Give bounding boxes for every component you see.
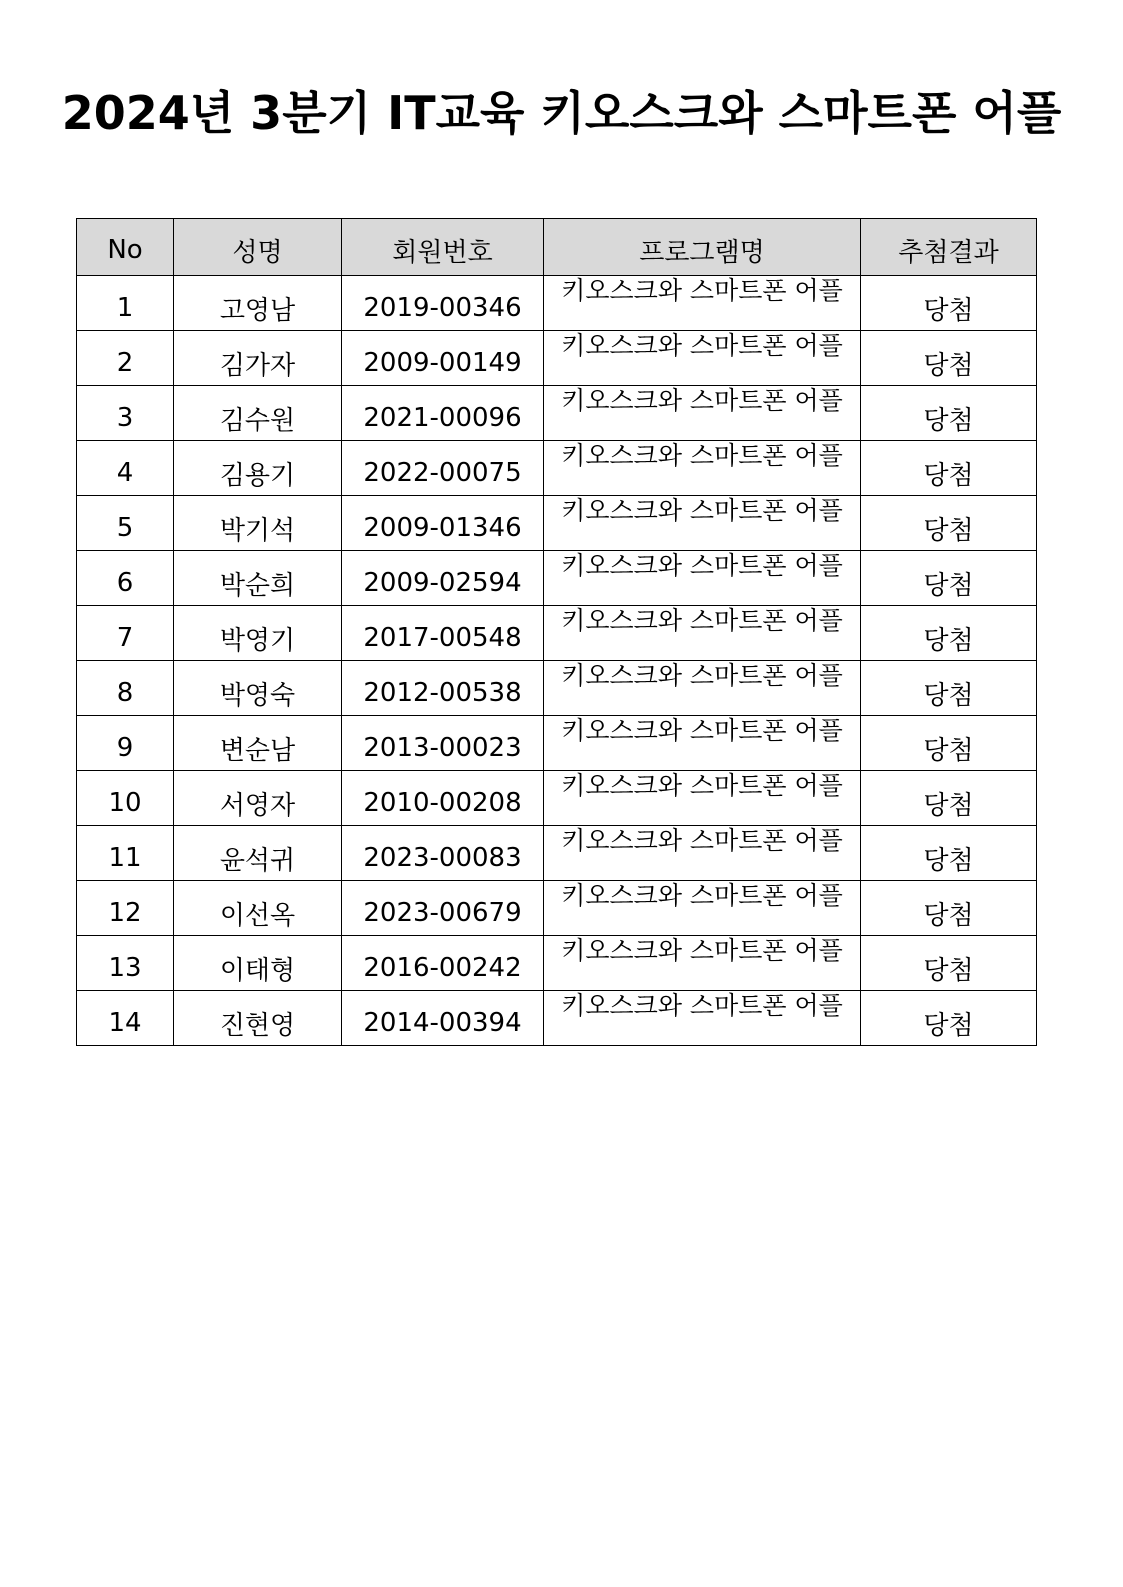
table-row (77, 936, 1037, 991)
cell-member-id: 2019-00346 (342, 276, 544, 331)
program-name-text: 키오스크와 스마트폰 어플 (561, 276, 843, 305)
table-row (77, 496, 1037, 551)
cell-result: 당첨 (861, 441, 1037, 496)
cell-no: 9 (77, 716, 174, 771)
cell-no: 13 (77, 936, 174, 991)
cell-name: 고영남 (174, 276, 342, 331)
cell-member-id: 2022-00075 (342, 441, 544, 496)
cell-name: 박기석 (174, 496, 342, 551)
cell-program (544, 881, 861, 936)
table-row (77, 386, 1037, 441)
cell-no: 14 (77, 991, 174, 1046)
cell-no: 12 (77, 881, 174, 936)
cell-name: 박영숙 (174, 661, 342, 716)
cell-result: 당첨 (861, 606, 1037, 661)
cell-result: 당첨 (861, 276, 1037, 331)
cell-result: 당첨 (861, 331, 1037, 386)
cell-member-id: 2014-00394 (342, 991, 544, 1046)
cell-result: 당첨 (861, 771, 1037, 826)
program-name-text: 키오스크와 스마트폰 어플 (561, 331, 843, 360)
cell-member-id: 2010-00208 (342, 771, 544, 826)
cell-no: 10 (77, 771, 174, 826)
cell-member-id: 2021-00096 (342, 386, 544, 441)
cell-name: 김용기 (174, 441, 342, 496)
program-name-text: 키오스크와 스마트폰 어플 (561, 441, 843, 470)
cell-name: 이태형 (174, 936, 342, 991)
cell-result: 당첨 (861, 826, 1037, 881)
cell-no: 8 (77, 661, 174, 716)
program-name-text: 키오스크와 스마트폰 어플 (561, 991, 843, 1020)
cell-member-id: 2023-00679 (342, 881, 544, 936)
cell-member-id: 2023-00083 (342, 826, 544, 881)
table-row (77, 606, 1037, 661)
cell-name: 서영자 (174, 771, 342, 826)
column-header-member-id: 회원번호 (342, 219, 544, 276)
column-header-program: 프로그램명 (544, 219, 861, 276)
program-name-text: 키오스크와 스마트폰 어플 (561, 386, 843, 415)
cell-member-id: 2013-00023 (342, 716, 544, 771)
cell-program (544, 551, 861, 606)
cell-name: 진현영 (174, 991, 342, 1046)
program-name-text: 키오스크와 스마트폰 어플 (561, 826, 843, 855)
cell-member-id: 2017-00548 (342, 606, 544, 661)
cell-result: 당첨 (861, 661, 1037, 716)
cell-result: 당첨 (861, 551, 1037, 606)
cell-member-id: 2009-02594 (342, 551, 544, 606)
cell-no: 5 (77, 496, 174, 551)
table-row (77, 716, 1037, 771)
table-body (77, 276, 1037, 1046)
cell-member-id: 2009-01346 (342, 496, 544, 551)
cell-no: 6 (77, 551, 174, 606)
cell-program (544, 331, 861, 386)
cell-result: 당첨 (861, 936, 1037, 991)
cell-name: 박영기 (174, 606, 342, 661)
cell-name: 김수원 (174, 386, 342, 441)
program-name-text: 키오스크와 스마트폰 어플 (561, 936, 843, 965)
cell-name: 박순희 (174, 551, 342, 606)
cell-no: 11 (77, 826, 174, 881)
table-row (77, 551, 1037, 606)
cell-program (544, 276, 861, 331)
cell-no: 4 (77, 441, 174, 496)
program-name-text: 키오스크와 스마트폰 어플 (561, 551, 843, 580)
program-name-text: 키오스크와 스마트폰 어플 (561, 606, 843, 635)
cell-program (544, 606, 861, 661)
program-name-text: 키오스크와 스마트폰 어플 (561, 771, 843, 800)
column-header-name: 성명 (174, 219, 342, 276)
table-row (77, 661, 1037, 716)
cell-name: 김가자 (174, 331, 342, 386)
column-header-result: 추첨결과 (861, 219, 1037, 276)
table-row (77, 771, 1037, 826)
cell-program (544, 386, 861, 441)
cell-program (544, 661, 861, 716)
cell-program (544, 771, 861, 826)
program-name-text: 키오스크와 스마트폰 어플 (561, 496, 843, 525)
cell-result: 당첨 (861, 386, 1037, 441)
cell-program (544, 716, 861, 771)
table-row (77, 441, 1037, 496)
cell-no: 1 (77, 276, 174, 331)
cell-program (544, 826, 861, 881)
cell-program (544, 441, 861, 496)
cell-member-id: 2016-00242 (342, 936, 544, 991)
cell-result: 당첨 (861, 496, 1037, 551)
cell-program (544, 991, 861, 1046)
table-row (77, 826, 1037, 881)
table-row (77, 276, 1037, 331)
page-title: 2024년 3분기 IT교육 키오스크와 스마트폰 어플 (61, 86, 1062, 140)
cell-member-id: 2012-00538 (342, 661, 544, 716)
column-header-no: No (77, 219, 174, 276)
cell-no: 2 (77, 331, 174, 386)
table-row (77, 331, 1037, 386)
table-header-row (77, 219, 1037, 276)
program-name-text: 키오스크와 스마트폰 어플 (561, 716, 843, 745)
cell-result: 당첨 (861, 881, 1037, 936)
program-name-text: 키오스크와 스마트폰 어플 (561, 661, 843, 690)
cell-name: 이선옥 (174, 881, 342, 936)
cell-name: 윤석귀 (174, 826, 342, 881)
cell-program (544, 496, 861, 551)
cell-result: 당첨 (861, 716, 1037, 771)
cell-result: 당첨 (861, 991, 1037, 1046)
program-name-text: 키오스크와 스마트폰 어플 (561, 881, 843, 910)
table-row (77, 881, 1037, 936)
cell-member-id: 2009-00149 (342, 331, 544, 386)
table-row (77, 991, 1037, 1046)
cell-no: 7 (77, 606, 174, 661)
cell-no: 3 (77, 386, 174, 441)
cell-name: 변순남 (174, 716, 342, 771)
cell-program (544, 936, 861, 991)
lottery-results-table (76, 218, 1037, 1046)
